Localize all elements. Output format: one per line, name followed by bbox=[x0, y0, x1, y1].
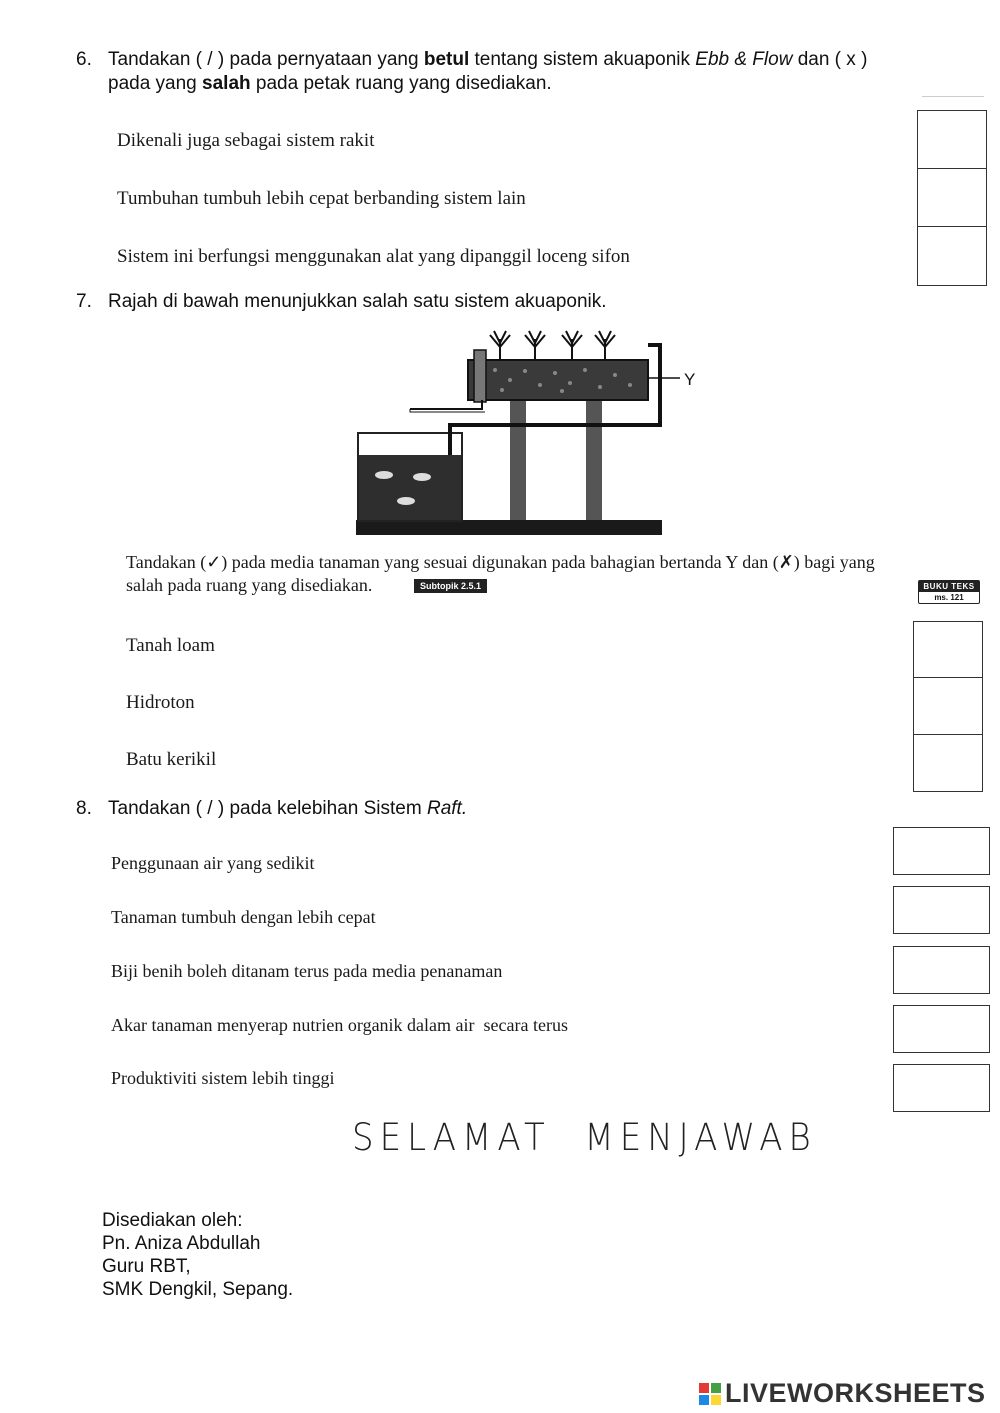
q7-instruction-line1: Tandakan (✓) pada media tanaman yang sesuai digunakan pada bahagian bertanda Y dan (✗) bagi yang bbox=[126, 552, 875, 572]
teacher-name: Pn. Aniza Abdullah bbox=[102, 1233, 261, 1254]
q8-answer-box-1[interactable] bbox=[893, 827, 990, 875]
q6-item-1: Dikenali juga sebagai sistem rakit bbox=[117, 130, 375, 151]
q6-question: Tandakan ( / ) pada pernyataan yang betul tentang sistem akuaponik Ebb & Flow dan ( x ) pada yang salah pada petak ruang yang disediakan. bbox=[108, 49, 868, 94]
q8-answer-box-4[interactable] bbox=[893, 1005, 990, 1053]
q8-answer-box-2[interactable] bbox=[893, 886, 990, 934]
q7-answer-box-2[interactable] bbox=[913, 677, 983, 735]
liveworksheets-logo-icon bbox=[698, 1382, 722, 1406]
q7-item-2: Hidroton bbox=[126, 692, 195, 713]
prepared-by bbox=[102, 1209, 293, 1301]
q8-item-3: Biji benih boleh ditanam terus pada media penanaman bbox=[111, 961, 503, 981]
q6-number: 6. bbox=[76, 49, 92, 70]
divider bbox=[922, 96, 984, 97]
buku-teks-badge bbox=[918, 580, 980, 604]
q6-answer-box-3[interactable] bbox=[917, 226, 987, 286]
q6-item-3: Sistem ini berfungsi menggunakan alat yang dipanggil loceng sifon bbox=[117, 246, 630, 267]
q8-item-1: Penggunaan air yang sedikit bbox=[111, 853, 315, 873]
q8-answer-box-3[interactable] bbox=[893, 946, 990, 994]
q6-answer-box-2[interactable] bbox=[917, 168, 987, 228]
aquaponics-diagram bbox=[350, 325, 710, 540]
q7-number: 7. bbox=[76, 291, 92, 312]
liveworksheets-brand[interactable] bbox=[698, 1378, 986, 1409]
q8-item-4: Akar tanaman menyerap nutrien organik dalam air secara terus bbox=[111, 1015, 568, 1035]
brand-name: LIVEWORKSHEETS bbox=[725, 1378, 986, 1408]
q8-item-2: Tanaman tumbuh dengan lebih cepat bbox=[111, 907, 376, 927]
q7-answer-box-1[interactable] bbox=[913, 621, 983, 679]
closing-message: SELAMAT MENJAWAB bbox=[352, 1116, 817, 1160]
q8-answer-box-5[interactable] bbox=[893, 1064, 990, 1112]
q6-answer-box-1[interactable] bbox=[917, 110, 987, 170]
q8-item-5: Produktiviti sistem lebih tinggi bbox=[111, 1068, 335, 1088]
buku-teks-page: ms. 121 bbox=[934, 593, 964, 602]
buku-teks-label: BUKU TEKS bbox=[919, 581, 979, 592]
diagram-label-y: Y bbox=[684, 370, 696, 389]
q7-question: Rajah di bawah menunjukkan salah satu sistem akuaponik. bbox=[108, 291, 607, 312]
q7-answer-box-3[interactable] bbox=[913, 734, 983, 792]
q8-question: Tandakan ( / ) pada kelebihan Sistem Raft. bbox=[108, 798, 468, 819]
q7-item-3: Batu kerikil bbox=[126, 749, 217, 770]
school-name: SMK Dengkil, Sepang. bbox=[102, 1279, 294, 1300]
q8-number: 8. bbox=[76, 798, 92, 819]
q7-item-1: Tanah loam bbox=[126, 635, 215, 656]
plant-icon bbox=[490, 331, 615, 360]
subtopik-badge: Subtopik 2.5.1 bbox=[414, 579, 487, 593]
q6-item-2: Tumbuhan tumbuh lebih cepat berbanding sistem lain bbox=[117, 188, 526, 209]
prepared-by-label: Disediakan oleh: bbox=[102, 1210, 243, 1231]
q7-instruction-line2: salah pada ruang yang disediakan. bbox=[126, 575, 373, 595]
teacher-role: Guru RBT, bbox=[102, 1256, 191, 1277]
